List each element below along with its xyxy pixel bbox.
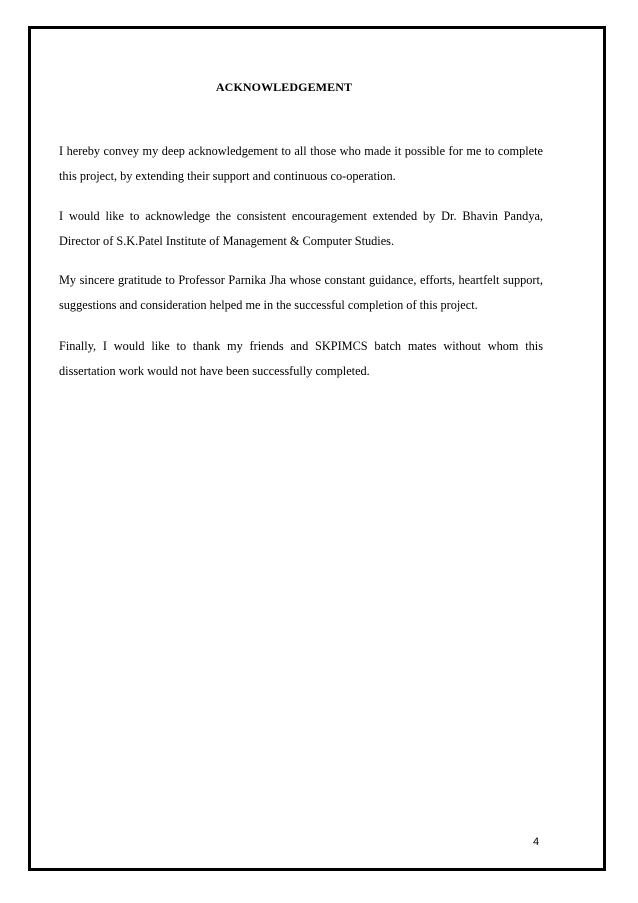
page-number: 4: [533, 836, 540, 848]
paragraph-professor: My sincere gratitude to Professor Parnika Jha whose constant guidance, efforts, heartfelt support, suggestions and consideration helped me in the successful completion of this project.: [59, 273, 543, 312]
paragraph-friends: Finally, I would like to thank my friends and SKPIMCS batch mates without whom this dissertation work would not have been successfully completed.: [59, 339, 543, 378]
page-title: ACKNOWLEDGEMENT: [215, 80, 353, 94]
paragraph-director: I would like to acknowledge the consistent encouragement extended by Dr. Bhavin Pandya, Director of S.K.Patel Institute of Management & Computer Studies.: [59, 209, 543, 248]
paragraph-acknowledgement: I hereby convey my deep acknowledgement to all those who made it possible for me to complete this project, by extending their support and continuous co-operation.: [59, 144, 543, 183]
